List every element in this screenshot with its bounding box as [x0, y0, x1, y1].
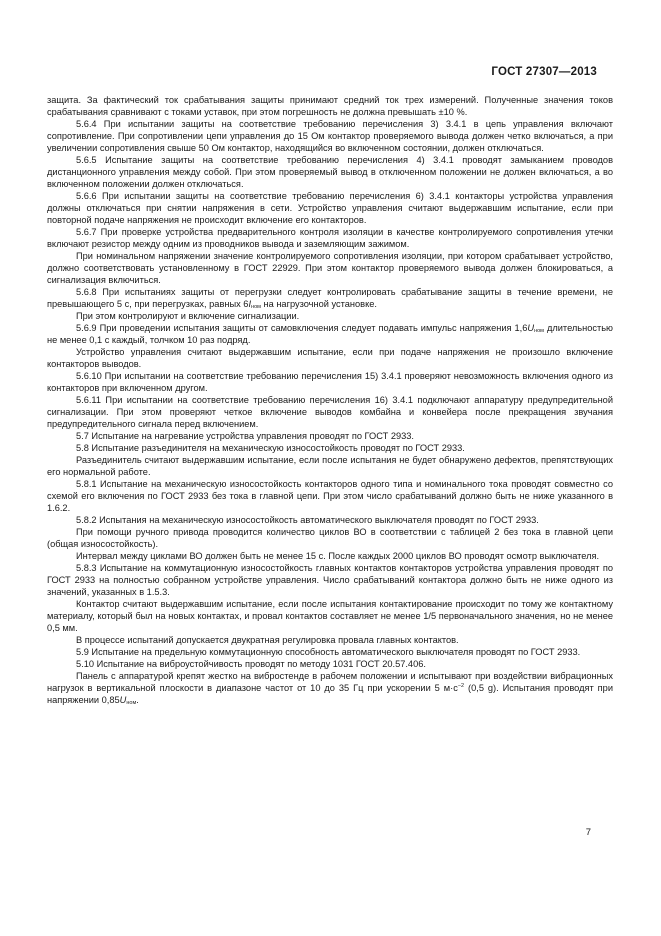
- paragraph: При номинальном напряжении значение контролируемого сопротивления изоляции, при котором срабатывает устройство, должно соответствовать установленному в ГОСТ 22929. При этом контактор проверяемого вывода должен блокироваться, а сигнализация включиться.: [47, 251, 613, 285]
- paragraph: Разъединитель считают выдержавшим испытание, если после испытания не будет обнаружено дефектов, препятствующих его нормальной работе.: [47, 455, 613, 477]
- paragraph: Панель с аппаратурой крепят жестко на вибростенде в рабочем положении и испытывают при воздействии вибрационных нагрузок в вертикальной плоскости в диапазоне частот от 10 до 35 Гц при ускорении 5 $м\cdot с^{-2}$ (0,5 g). Испытания проводят при напряжении $0,85U_{ном}$.: [47, 671, 613, 706]
- paragraph: 5.6.4 При испытании защиты на соответствие требованию перечисления 3) 3.4.1 в цепь управления включают сопротивление. При сопротивлении цепи управления до 15 Ом контактор проверяемого вывода должен четко включаться, а при увеличении сопротивления свыше 50 Ом контактор, находящийся во включенном состоянии, должен отключаться.: [47, 119, 613, 153]
- paragraph: защита. За фактический ток срабатывания защиты принимают средний ток трех измерений. Полученные значения токов срабатывания сравнивают с токами уставок, при этом погрешность не должна превышать ±10 %.: [47, 95, 613, 117]
- paragraph: 5.6.11 При испытании на соответствие требованию перечисления 16) 3.4.1 подключают аппаратуру предупредительной сигнализации. При этом проверяют четкое включение выводов комбайна и конвейера после прекращения звучания предупредительного сигнала перед включением.: [47, 395, 613, 429]
- page-number: 7: [585, 827, 591, 838]
- paragraph: 5.6.10 При испытании на соответствие требованию перечисления 15) 3.4.1 проверяют невозможность включения одного из контакторов при включенном другом.: [47, 371, 613, 393]
- paragraph: Интервал между циклами ВО должен быть не менее 15 с. После каждых 2000 циклов ВО проводят осмотр выключателя.: [76, 551, 600, 561]
- paragraph: 5.8.1 Испытание на механическую износостойкость контакторов одного типа и номинального тока проводят совместно со схемой его включения по ГОСТ 2933 без тока в главной цепи. При этом число срабатываний должно быть не ниже указанного в 1.6.2.: [47, 479, 613, 513]
- paragraph: Контактор считают выдержавшим испытание, если после испытания контактирование происходит по тому же контактному материалу, который был на новых контактах, и провал контактов составляет не менее 1/5 первоначального значения, но не менее 0,5 мм.: [47, 599, 613, 633]
- paragraph: 5.6.8 При испытаниях защиты от перегрузки следует контролировать срабатывание защиты в течение времени, не превышающего 5 с, при перегрузках, равных $6I_{ном}$ на нагрузочной установке.: [47, 287, 613, 310]
- document-code-header: ГОСТ 27307—2013: [491, 66, 597, 78]
- paragraph: 5.8.2 Испытания на механическую износостойкость автоматического выключателя проводят по ГОСТ 2933.: [76, 515, 539, 525]
- paragraph: 5.6.5 Испытание защиты на соответствие требованию перечисления 4) 3.4.1 проводят замыканием проводов дистанционного управления между собой. При этом проверяемый вывод в отключенном положении не должен включаться, а во включенном положении должен отключаться.: [47, 155, 613, 189]
- paragraph: 5.7 Испытание на нагревание устройства управления проводят по ГОСТ 2933.: [76, 431, 414, 441]
- paragraph: 5.9 Испытание на предельную коммутационную способность автоматического выключателя проводят по ГОСТ 2933.: [76, 647, 581, 657]
- document-body: [47, 94, 613, 706]
- paragraph: При помощи ручного привода проводится количество циклов ВО в соответствии с таблицей 2 без тока в главной цепи (общая износостойкость).: [47, 527, 613, 549]
- paragraph: Устройство управления считают выдержавшим испытание, если при подаче напряжения не произошло включение контакторов выводов.: [47, 347, 613, 369]
- paragraph: 5.6.7 При проверке устройства предварительного контроля изоляции в качестве контролируемого сопротивления утечки включают резистор между одним из проводников вывода и заземляющим зажимом.: [47, 227, 613, 249]
- paragraph: 5.8 Испытание разъединителя на механическую износостойкость проводят по ГОСТ 2933.: [76, 443, 465, 453]
- paragraph: 5.8.3 Испытание на коммутационную износостойкость главных контактов контакторов устройства управления проводят по ГОСТ 2933 на полностью собранном устройстве управления. Число срабатываний контактора должно быть не ниже одного из значений, указанных в 1.5.3.: [47, 563, 613, 597]
- paragraph: В процессе испытаний допускается двукратная регулировка провала главных контактов.: [76, 635, 459, 645]
- paragraph: При этом контролируют и включение сигнализации.: [76, 311, 300, 321]
- paragraph: 5.6.6 При испытании защиты на соответствие требованию перечисления 6) 3.4.1 контакторы устройства управления должны отключаться при снятии напряжения в сети. Устройство управления считают выдержавшим испытание, если при повторной подаче напряжения не происходит включение его контакторов.: [47, 191, 613, 225]
- paragraph: 5.6.9 При проведении испытания защиты от самовключения следует подавать импульс напряжения $1,6U_{ном}$ длительностью не менее 0,1 с каждый, толчком 10 раз подряд.: [47, 323, 613, 345]
- paragraph: 5.10 Испытание на виброустойчивость проводят по методу 1031 ГОСТ 20.57.406.: [76, 659, 426, 669]
